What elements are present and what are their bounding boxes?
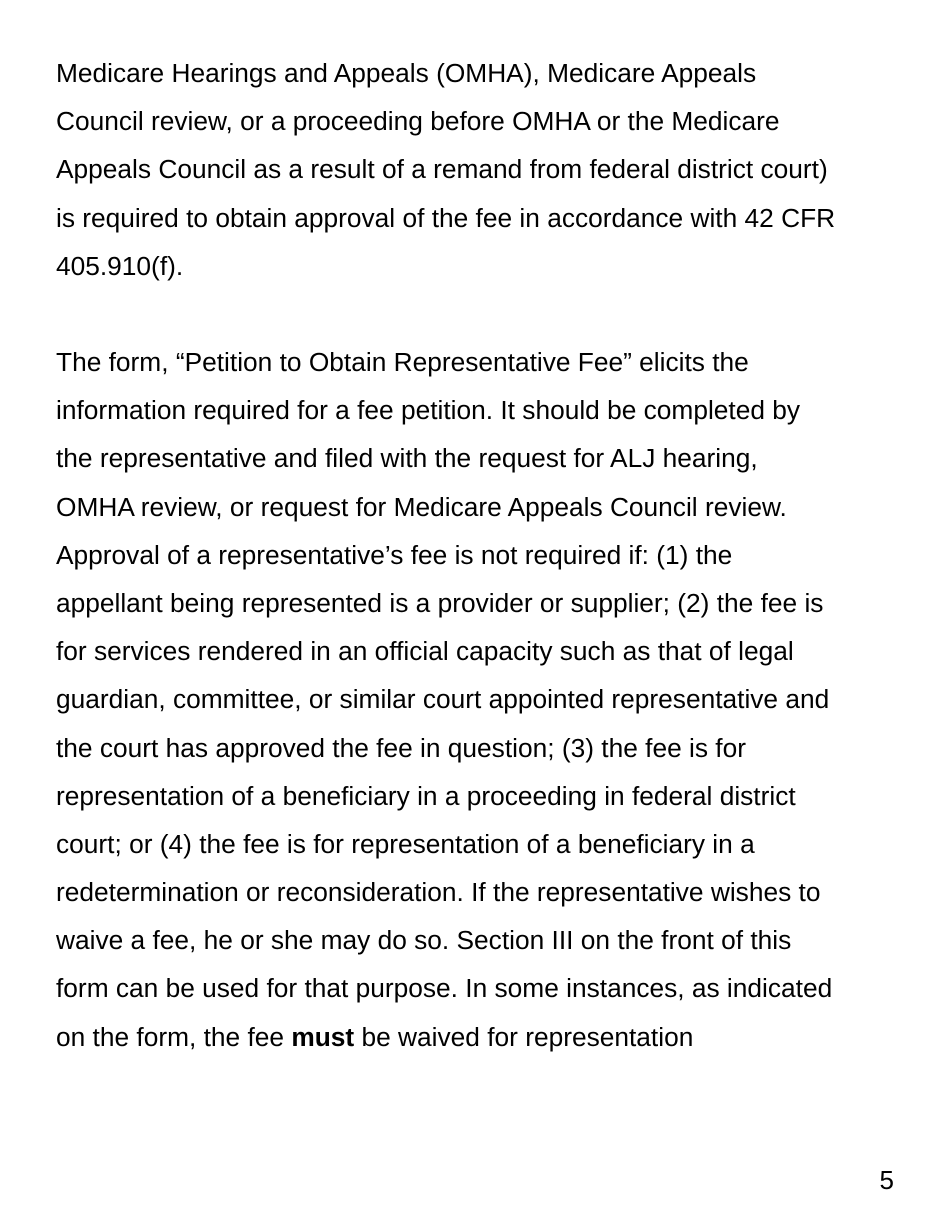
text-line: redetermination or reconsideration. If the representative wishes to (56, 877, 821, 908)
text-line: OMHA review, or request for Medicare Appeals Council review. (56, 491, 787, 522)
text-line: Appeals Council as a result of a remand from federal district court) (56, 154, 828, 185)
last-line-start: on the form, the fee (56, 1021, 292, 1052)
text-line: form can be used for that purpose. In some instances, as indicated (56, 973, 833, 1004)
page-number: 5 (879, 1165, 894, 1195)
paragraph-omha-fee-approval (56, 49, 906, 290)
text-line: The form, “Petition to Obtain Representative Fee” elicits the (56, 347, 749, 377)
text-line: the court has approved the fee in question; (3) the fee is for (56, 732, 746, 763)
last-line-end: be waived for representation (354, 1021, 694, 1052)
text-line: Medicare Hearings and Appeals (OMHA), Medicare Appeals (56, 58, 757, 88)
text-line: guardian, committee, or similar court appointed representative and (56, 684, 830, 715)
text-line: Approval of a representative’s fee is not required if: (1) the (56, 539, 733, 570)
text-line: information required for a fee petition. It should be completed by (56, 395, 801, 426)
text-line: court; or (4) the fee is for representation of a beneficiary in a (56, 828, 755, 859)
text-line: appellant being represented is a provider or supplier; (2) the fee is (56, 587, 824, 618)
text-line: for services rendered in an official capacity such as that of legal (56, 636, 794, 667)
emphasis-must: must (291, 1021, 355, 1052)
text-line: is required to obtain approval of the fee in accordance with 42 CFR (56, 202, 836, 233)
text-line: waive a fee, he or she may do so. Section III on the front of this (56, 925, 792, 956)
paragraph-fee-petition-form (56, 338, 906, 1061)
text-line: 405.910(f). (56, 250, 184, 281)
text-line-last (56, 1013, 906, 1061)
text-line: Council review, or a proceeding before OMHA or the Medicare (56, 106, 780, 137)
text-line: the representative and filed with the request for ALJ hearing, (56, 443, 758, 474)
text-line: representation of a beneficiary in a proceeding in federal district (56, 780, 796, 811)
